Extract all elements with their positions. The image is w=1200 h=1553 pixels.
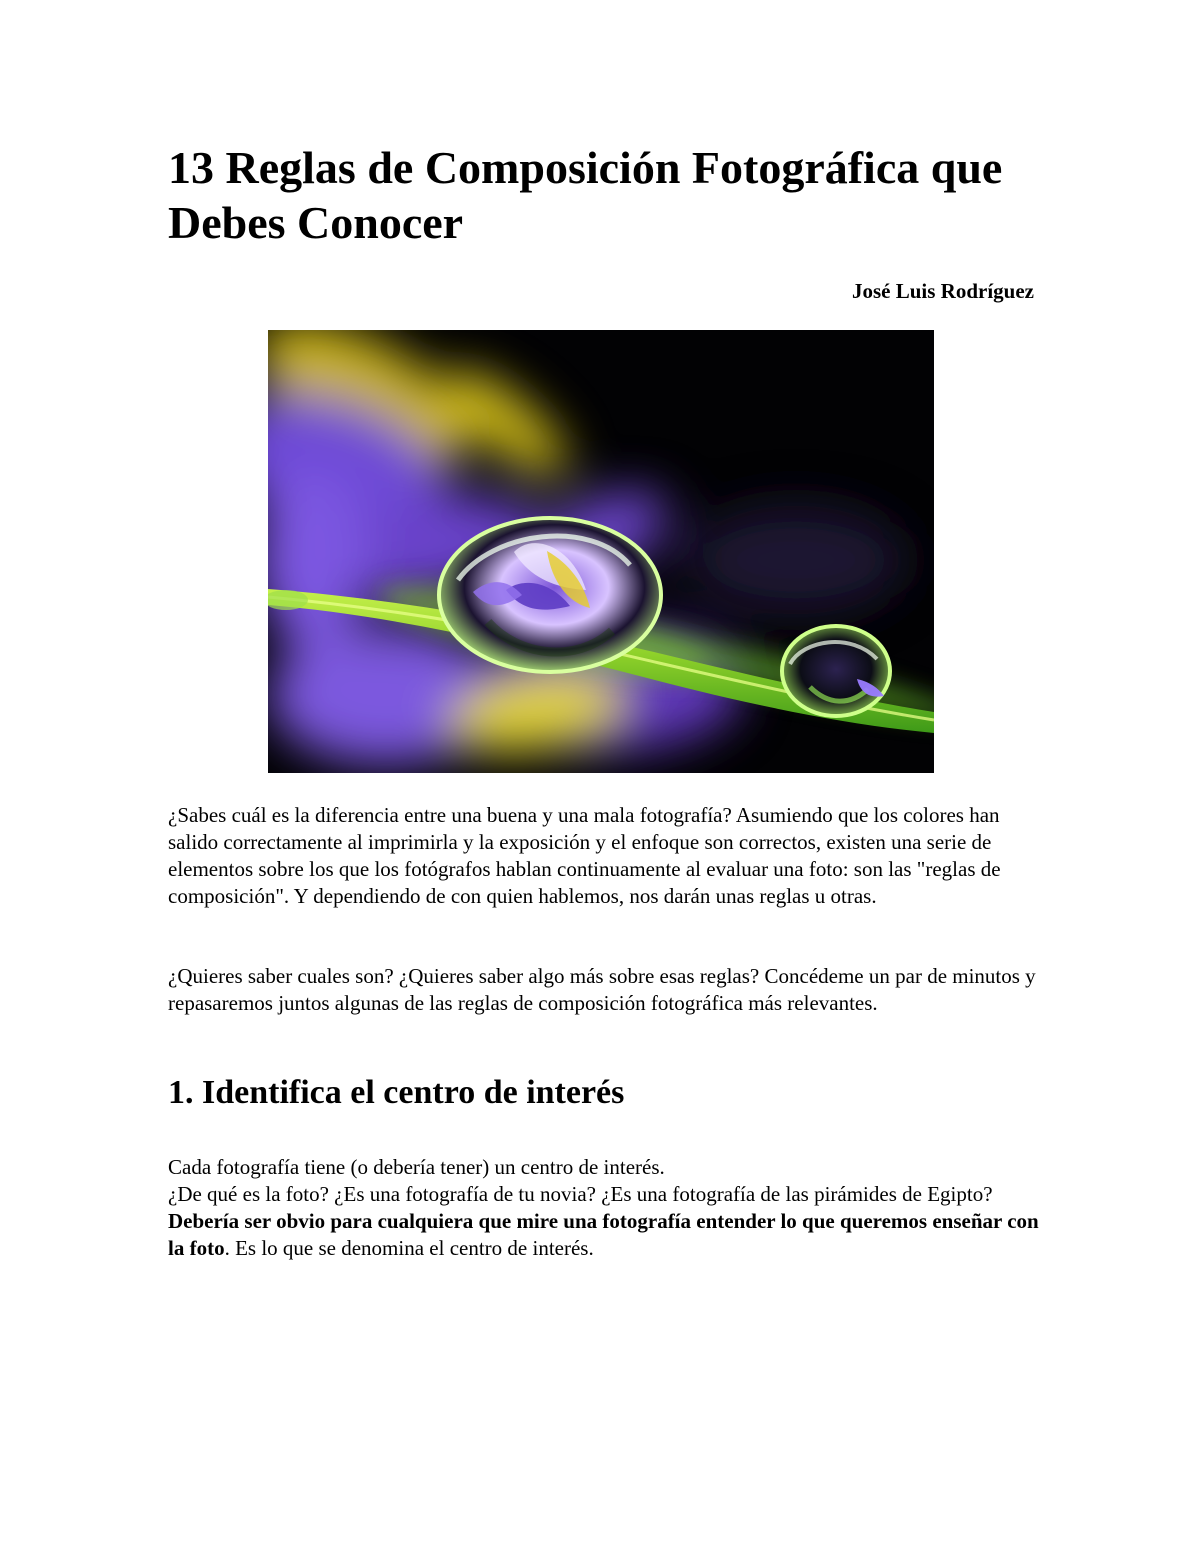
main-water-drop (439, 518, 661, 672)
page-title: 13 Reglas de Composición Fotográfica que Debes Conocer (168, 142, 1003, 248)
section-paragraph (168, 1154, 1048, 1262)
section-line-2-start: ¿De qué es la foto? ¿Es una fotografía de tu novia? ¿Es una fotografía de las pirámides de Egipto? (168, 1182, 993, 1206)
intro-paragraph-1: ¿Sabes cuál es la diferencia entre una buena y una mala fotografía? Asumiendo que los colores han salido correctamente al imprimirla y la exposición y el enfoque son correctos, existen una serie de elementos sobre los que los fotógrafos hablan continuamente al evaluar una foto: son las "reglas de composición". Y dependiendo de con quien hablemos, nos darán unas reglas u otras. (168, 803, 1001, 908)
section-bold-statement: Debería ser obvio para cualquiera que mire una fotografía entender lo que queremos enseñar con la foto (168, 1209, 1039, 1260)
section-heading: 1. Identifica el centro de interés (168, 1074, 625, 1111)
author-name: José Luis Rodríguez (851, 279, 1034, 303)
photo-illustration (268, 330, 934, 773)
water-drops-photo (268, 330, 934, 773)
intro-paragraph-2: ¿Quieres saber cuales son? ¿Quieres saber algo más sobre esas reglas? Concédeme un par de minutos y repasaremos juntos algunas de las reglas de composición fotográfica más relevantes. (168, 964, 1036, 1015)
right-water-drop (782, 626, 890, 716)
section-line-2-end: . Es lo que se denomina el centro de interés. (224, 1236, 594, 1260)
section-line-1: Cada fotografía tiene (o debería tener) un centro de interés. (168, 1155, 665, 1179)
